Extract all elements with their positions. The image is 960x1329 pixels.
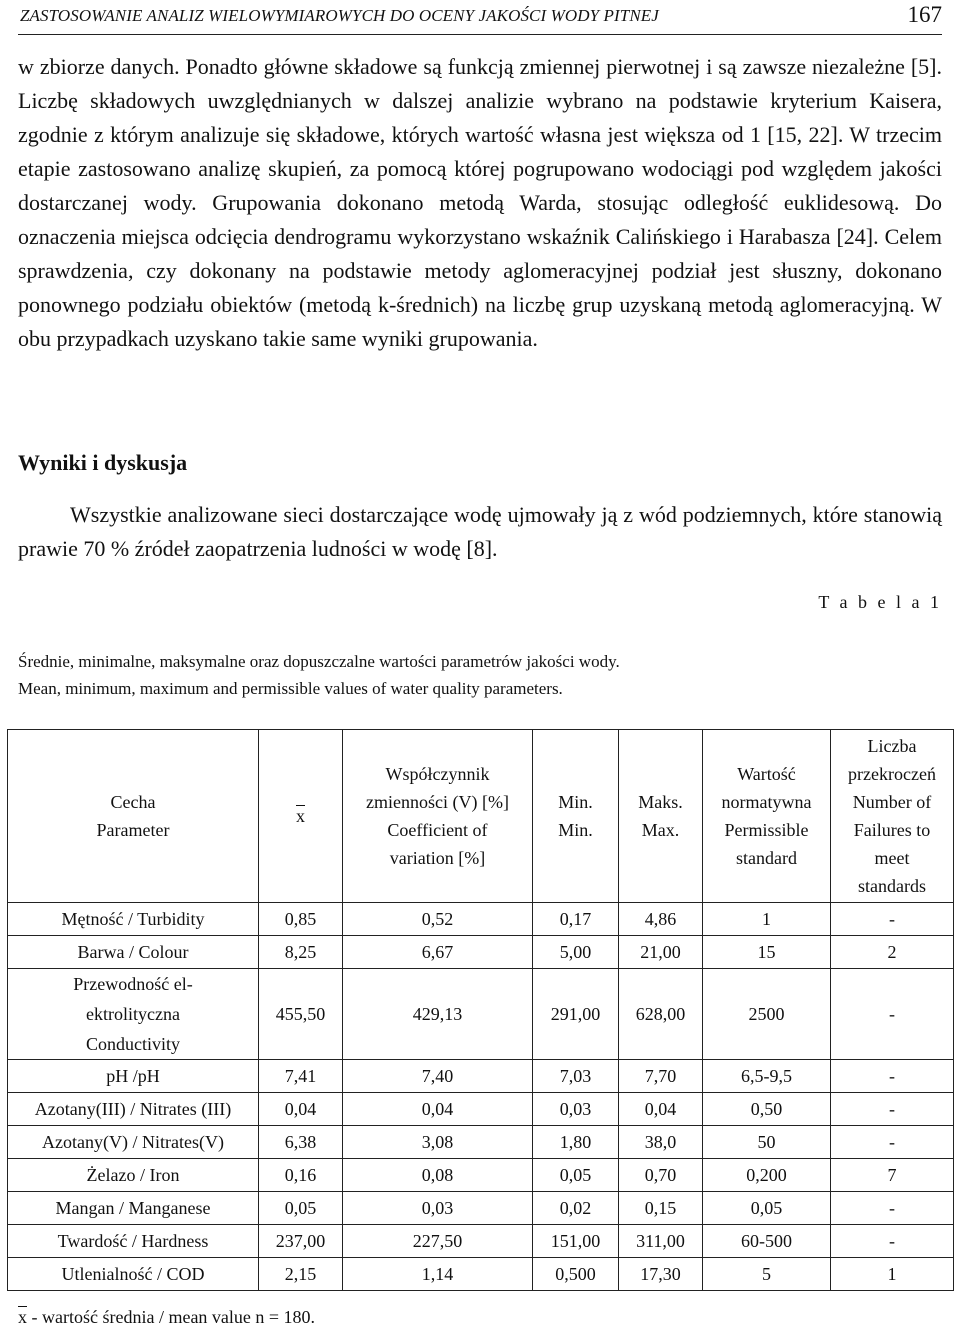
cell-cv: 7,40 xyxy=(343,1060,533,1093)
header-standard xyxy=(703,730,831,903)
cell-standard: 50 xyxy=(703,1126,831,1159)
table-caption xyxy=(18,648,620,702)
header-cv-en-2: variation [%] xyxy=(389,848,486,868)
header-standard-pl-2: normatywna xyxy=(721,792,812,812)
header-cv-en-1: Coefficient of xyxy=(387,820,488,840)
header-min-pl: Min. xyxy=(558,792,593,812)
cell-mean: 0,05 xyxy=(259,1192,343,1225)
header-cv-pl-1: Współczynnik xyxy=(385,764,490,784)
cell-parameter xyxy=(8,969,259,1060)
cell-max: 311,00 xyxy=(619,1225,703,1258)
cell-max: 0,70 xyxy=(619,1159,703,1192)
section-heading: Wyniki i dyskusja xyxy=(18,450,188,475)
cell-max: 7,70 xyxy=(619,1060,703,1093)
table-footnote xyxy=(18,1307,315,1328)
cell-min: 151,00 xyxy=(533,1225,619,1258)
cell-standard: 15 xyxy=(703,936,831,969)
table-caption-en: Mean, minimum, maximum and permissible values of water quality parameters. xyxy=(18,679,563,698)
body-paragraph: w zbiorze danych. Ponadto główne składowe są funkcją zmiennej pierwotnej i są zawsze niezależne [5]. Liczbę składowych uwzględnianych w dalszej analizie wybrano na podstawie kryterium Kaisera, zgodnie z którym analizuje się składowe, których wartość własna jest większa od 1 [15, 22]. W trzecim etapie zastosowano analizę skupień, za pomocą której pogrupowano wodociągi pod względem jakości dostarczanej wody. Grupowania dokonano metodą Warda, stosując odległość euklidesową. Do oznaczenia miejsca odcięcia dendrogramu wykorzystano wskaźnik Calińskiego i Harabasza [24]. Celem sprawdzenia, czy dokonany na podstawie metody aglomeracyjnej podział jest słuszny, dokonano ponownego podziału obiektów (metodą k-średnich) na liczbę grup uzyskaną metodą aglomeracyjną. W obu przypadkach uzyskano takie same wyniki grupowania. xyxy=(18,54,942,351)
cell-cv: 0,08 xyxy=(343,1159,533,1192)
header-failures-en-1: Number of xyxy=(852,792,932,812)
header-min xyxy=(533,730,619,903)
footnote-mean-symbol: $\overline{x}$ xyxy=(18,1307,27,1327)
cell-cv: 429,13 xyxy=(343,969,533,1060)
cell-max: 38,0 xyxy=(619,1126,703,1159)
cell-failures: 2 xyxy=(831,936,954,969)
cell-max: 0,15 xyxy=(619,1192,703,1225)
cell-min: 1,80 xyxy=(533,1126,619,1159)
table-row xyxy=(8,936,954,969)
header-standard-en-1: Permissible xyxy=(724,820,809,840)
cell-failures: - xyxy=(831,903,954,936)
cell-standard: 2500 xyxy=(703,969,831,1060)
cell-parameter-line: Conductivity xyxy=(86,1034,180,1054)
cell-max: 4,86 xyxy=(619,903,703,936)
cell-max: 0,04 xyxy=(619,1093,703,1126)
header-max-pl: Maks. xyxy=(638,792,683,812)
cell-parameter-line: ektrolityczna xyxy=(86,1004,180,1024)
cell-failures: 7 xyxy=(831,1159,954,1192)
cell-cv: 0,03 xyxy=(343,1192,533,1225)
cell-parameter: Utlenialność / COD xyxy=(8,1258,259,1291)
cell-parameter: Mętność / Turbidity xyxy=(8,903,259,936)
header-failures-pl-2: przekroczeń xyxy=(848,764,936,784)
table-row xyxy=(8,1126,954,1159)
header-failures-en-2: Failures to xyxy=(853,820,931,840)
cell-cv: 227,50 xyxy=(343,1225,533,1258)
cell-standard: 0,200 xyxy=(703,1159,831,1192)
cell-failures: - xyxy=(831,1192,954,1225)
table-row xyxy=(8,1159,954,1192)
cell-parameter: Mangan / Manganese xyxy=(8,1192,259,1225)
section-paragraph: Wszystkie analizowane sieci dostarczające wodę ujmowały ją z wód podziemnych, które stanowią prawie 70 % źródeł zaopatrzenia ludności w wodę [8]. xyxy=(18,502,942,561)
cell-min: 291,00 xyxy=(533,969,619,1060)
cell-parameter: pH /pH xyxy=(8,1060,259,1093)
header-failures-en-4: standards xyxy=(858,876,926,896)
cell-standard: 5 xyxy=(703,1258,831,1291)
table-row xyxy=(8,969,954,1060)
cell-cv: 0,04 xyxy=(343,1093,533,1126)
header-mean-symbol: $\overline{x}$ xyxy=(296,806,305,826)
cell-max: 17,30 xyxy=(619,1258,703,1291)
cell-failures: - xyxy=(831,1225,954,1258)
cell-failures: - xyxy=(831,1093,954,1126)
table-label: T a b e l a 1 xyxy=(818,592,942,612)
cell-failures: - xyxy=(831,1060,954,1093)
header-cv xyxy=(343,730,533,903)
header-parameter-pl: Cecha xyxy=(110,792,156,812)
cell-parameter-line: Przewodność el- xyxy=(73,974,193,994)
cell-parameter: Azotany(III) / Nitrates (III) xyxy=(8,1093,259,1126)
header-failures-en-3: meet xyxy=(874,848,910,868)
table-row xyxy=(8,1060,954,1093)
header-min-en: Min. xyxy=(558,820,593,840)
cell-standard: 0,50 xyxy=(703,1093,831,1126)
cell-min: 0,02 xyxy=(533,1192,619,1225)
cell-mean: 7,41 xyxy=(259,1060,343,1093)
cell-cv: 1,14 xyxy=(343,1258,533,1291)
cell-standard: 0,05 xyxy=(703,1192,831,1225)
table-row xyxy=(8,1093,954,1126)
cell-min: 5,00 xyxy=(533,936,619,969)
cell-cv: 0,52 xyxy=(343,903,533,936)
cell-mean: 455,50 xyxy=(259,969,343,1060)
cell-mean: 0,85 xyxy=(259,903,343,936)
cell-min: 7,03 xyxy=(533,1060,619,1093)
running-header xyxy=(18,0,942,35)
header-parameter xyxy=(8,730,259,903)
cell-parameter: Twardość / Hardness xyxy=(8,1225,259,1258)
cell-mean: 0,16 xyxy=(259,1159,343,1192)
footnote-text: - wartość średnia / mean value n = 180. xyxy=(27,1307,316,1327)
cell-parameter: Azotany(V) / Nitrates(V) xyxy=(8,1126,259,1159)
cell-standard: 1 xyxy=(703,903,831,936)
cell-min: 0,03 xyxy=(533,1093,619,1126)
header-failures-pl-1: Liczba xyxy=(867,736,917,756)
cell-standard: 6,5-9,5 xyxy=(703,1060,831,1093)
header-failures xyxy=(831,730,954,903)
header-standard-pl-1: Wartość xyxy=(737,764,796,784)
cell-mean: 2,15 xyxy=(259,1258,343,1291)
cell-min: 0,500 xyxy=(533,1258,619,1291)
cell-cv: 6,67 xyxy=(343,936,533,969)
table-row xyxy=(8,1225,954,1258)
cell-min: 0,05 xyxy=(533,1159,619,1192)
header-mean xyxy=(259,730,343,903)
header-max-en: Max. xyxy=(641,820,680,840)
cell-max: 628,00 xyxy=(619,969,703,1060)
cell-mean: 6,38 xyxy=(259,1126,343,1159)
table-row xyxy=(8,903,954,936)
cell-standard: 60-500 xyxy=(703,1225,831,1258)
cell-mean: 237,00 xyxy=(259,1225,343,1258)
cell-failures: 1 xyxy=(831,1258,954,1291)
cell-mean: 0,04 xyxy=(259,1093,343,1126)
cell-failures: - xyxy=(831,969,954,1060)
table-caption-pl: Średnie, minimalne, maksymalne oraz dopuszczalne wartości parametrów jakości wody. xyxy=(18,652,620,671)
cell-min: 0,17 xyxy=(533,903,619,936)
cell-failures: - xyxy=(831,1126,954,1159)
table-row xyxy=(8,1192,954,1225)
header-max xyxy=(619,730,703,903)
table-row xyxy=(8,1258,954,1291)
cell-max: 21,00 xyxy=(619,936,703,969)
header-standard-en-2: standard xyxy=(736,848,797,868)
table-header-row xyxy=(8,730,954,903)
page-number: 167 xyxy=(907,2,942,27)
cell-cv: 3,08 xyxy=(343,1126,533,1159)
header-parameter-en: Parameter xyxy=(96,820,170,840)
running-header-title: ZASTOSOWANIE ANALIZ WIELOWYMIAROWYCH DO OCENY JAKOŚCI WODY PITNEJ xyxy=(20,6,659,25)
water-quality-table xyxy=(7,729,954,1291)
cell-parameter: Barwa / Colour xyxy=(8,936,259,969)
cell-parameter: Żelazo / Iron xyxy=(8,1159,259,1192)
cell-mean: 8,25 xyxy=(259,936,343,969)
header-cv-pl-2: zmienności (V) [%] xyxy=(366,792,509,812)
